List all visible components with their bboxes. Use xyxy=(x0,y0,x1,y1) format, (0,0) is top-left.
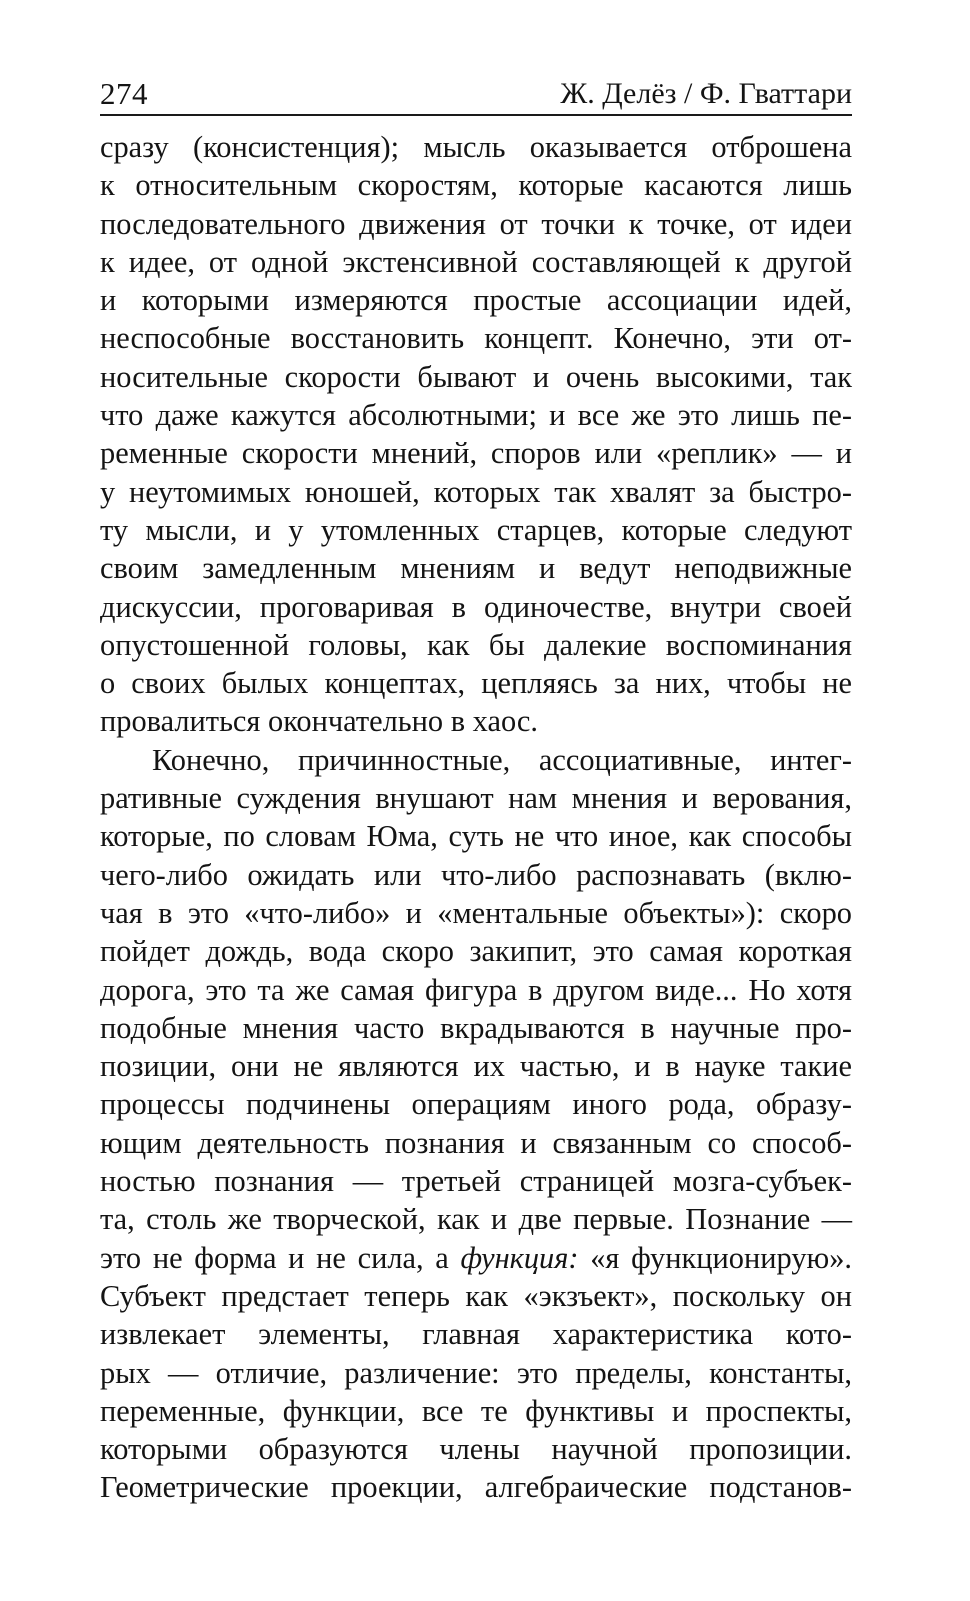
text-line: Конечно, причинностные, ассоциативные, интег- xyxy=(152,742,852,777)
text-line: ностью познания — третьей страницей мозга-субъек- xyxy=(100,1164,852,1199)
text-line: к идее, от одной экстенсивной составляющей к другой xyxy=(100,244,852,279)
page-body xyxy=(100,128,852,1507)
text-line: о своих былых концептах, цепляясь за них, чтобы не xyxy=(100,666,852,701)
text-line: Геометрические проекции, алгебраические подстанов- xyxy=(100,1470,852,1505)
text-line: ративные суждения внушают нам мнения и верования, xyxy=(100,781,852,816)
text-line: которыми образуются члены научной пропозиции. xyxy=(100,1432,852,1467)
book-page xyxy=(100,70,852,1507)
text-line: ременные скорости мнений, споров или «реплик» — и xyxy=(100,436,852,471)
paragraph-2 xyxy=(100,741,852,1507)
text-line: рых — отличие, различение: это пределы, константы, xyxy=(100,1355,852,1390)
text-line: Субъект предстает теперь как «экзъект», поскольку он xyxy=(100,1278,852,1313)
text-line: ту мысли, и у утомленных старцев, которые следуют xyxy=(100,512,852,547)
text-line-with-emphasis xyxy=(100,1239,852,1277)
text-line: переменные, функции, все те функтивы и проспекты, xyxy=(100,1393,852,1428)
text-line: подобные мнения часто вкрадываются в научные про- xyxy=(100,1010,852,1045)
text-line: у неутомимых юношей, которых так хвалят за быстро- xyxy=(100,474,852,509)
text-line: что даже кажутся абсолютными; и все же это лишь пе- xyxy=(100,398,852,433)
text-line: процессы подчинены операциям иного рода, образу- xyxy=(100,1087,852,1122)
text-line: своим замедленным мнениям и ведут неподвижные xyxy=(100,551,852,586)
text-line: неспособные восстановить концепт. Конечно, эти от- xyxy=(100,321,852,356)
text-line: дискуссии, проговаривая в одиночестве, внутри своей xyxy=(100,589,852,624)
text-line: пойдет дождь, вода скоро закипит, это самая короткая xyxy=(100,934,852,969)
text-line: чего-либо ожидать или что-либо распознавать (вклю- xyxy=(100,857,852,892)
text-line: к относительным скоростям, которые касаются лишь xyxy=(100,168,852,203)
text-fragment: «я функционирую». xyxy=(578,1240,853,1275)
page-number: 274 xyxy=(100,76,148,111)
text-line: та, столь же творческой, как и две первые. Познание — xyxy=(100,1202,852,1237)
text-line: последовательного движения от точки к точке, от идеи xyxy=(100,206,852,241)
text-line: которые, по словам Юма, суть не что иное, как способы xyxy=(100,819,852,854)
emphasized-term: функция: xyxy=(460,1240,579,1275)
text-line: и которыми измеряются простые ассоциации идей, xyxy=(100,283,852,318)
text-line: позиции, они не являются их частью, и в науке такие xyxy=(100,1049,852,1084)
text-line: провалиться окончательно в хаос. xyxy=(100,704,538,739)
paragraph-1 xyxy=(100,128,852,741)
running-head: Ж. Делёз / Ф. Гваттари xyxy=(560,77,852,110)
text-line: извлекает элементы, главная характеристика кото- xyxy=(100,1317,852,1352)
text-line: сразу (консистенция); мысль оказывается отброшена xyxy=(100,130,852,164)
text-line: ющим деятельность познания и связанным со способ- xyxy=(100,1125,852,1160)
text-fragment: это не форма и не сила, а xyxy=(100,1240,461,1275)
text-line: чая в это «что-либо» и «ментальные объекты»): скоро xyxy=(100,895,852,930)
page-header xyxy=(100,70,852,116)
text-line: дорога, это та же самая фигура в другом виде... Но хотя xyxy=(100,972,852,1007)
text-line: опустошенной головы, как бы далекие воспоминания xyxy=(100,627,852,662)
text-line: носительные скорости бывают и очень высокими, так xyxy=(100,359,852,394)
